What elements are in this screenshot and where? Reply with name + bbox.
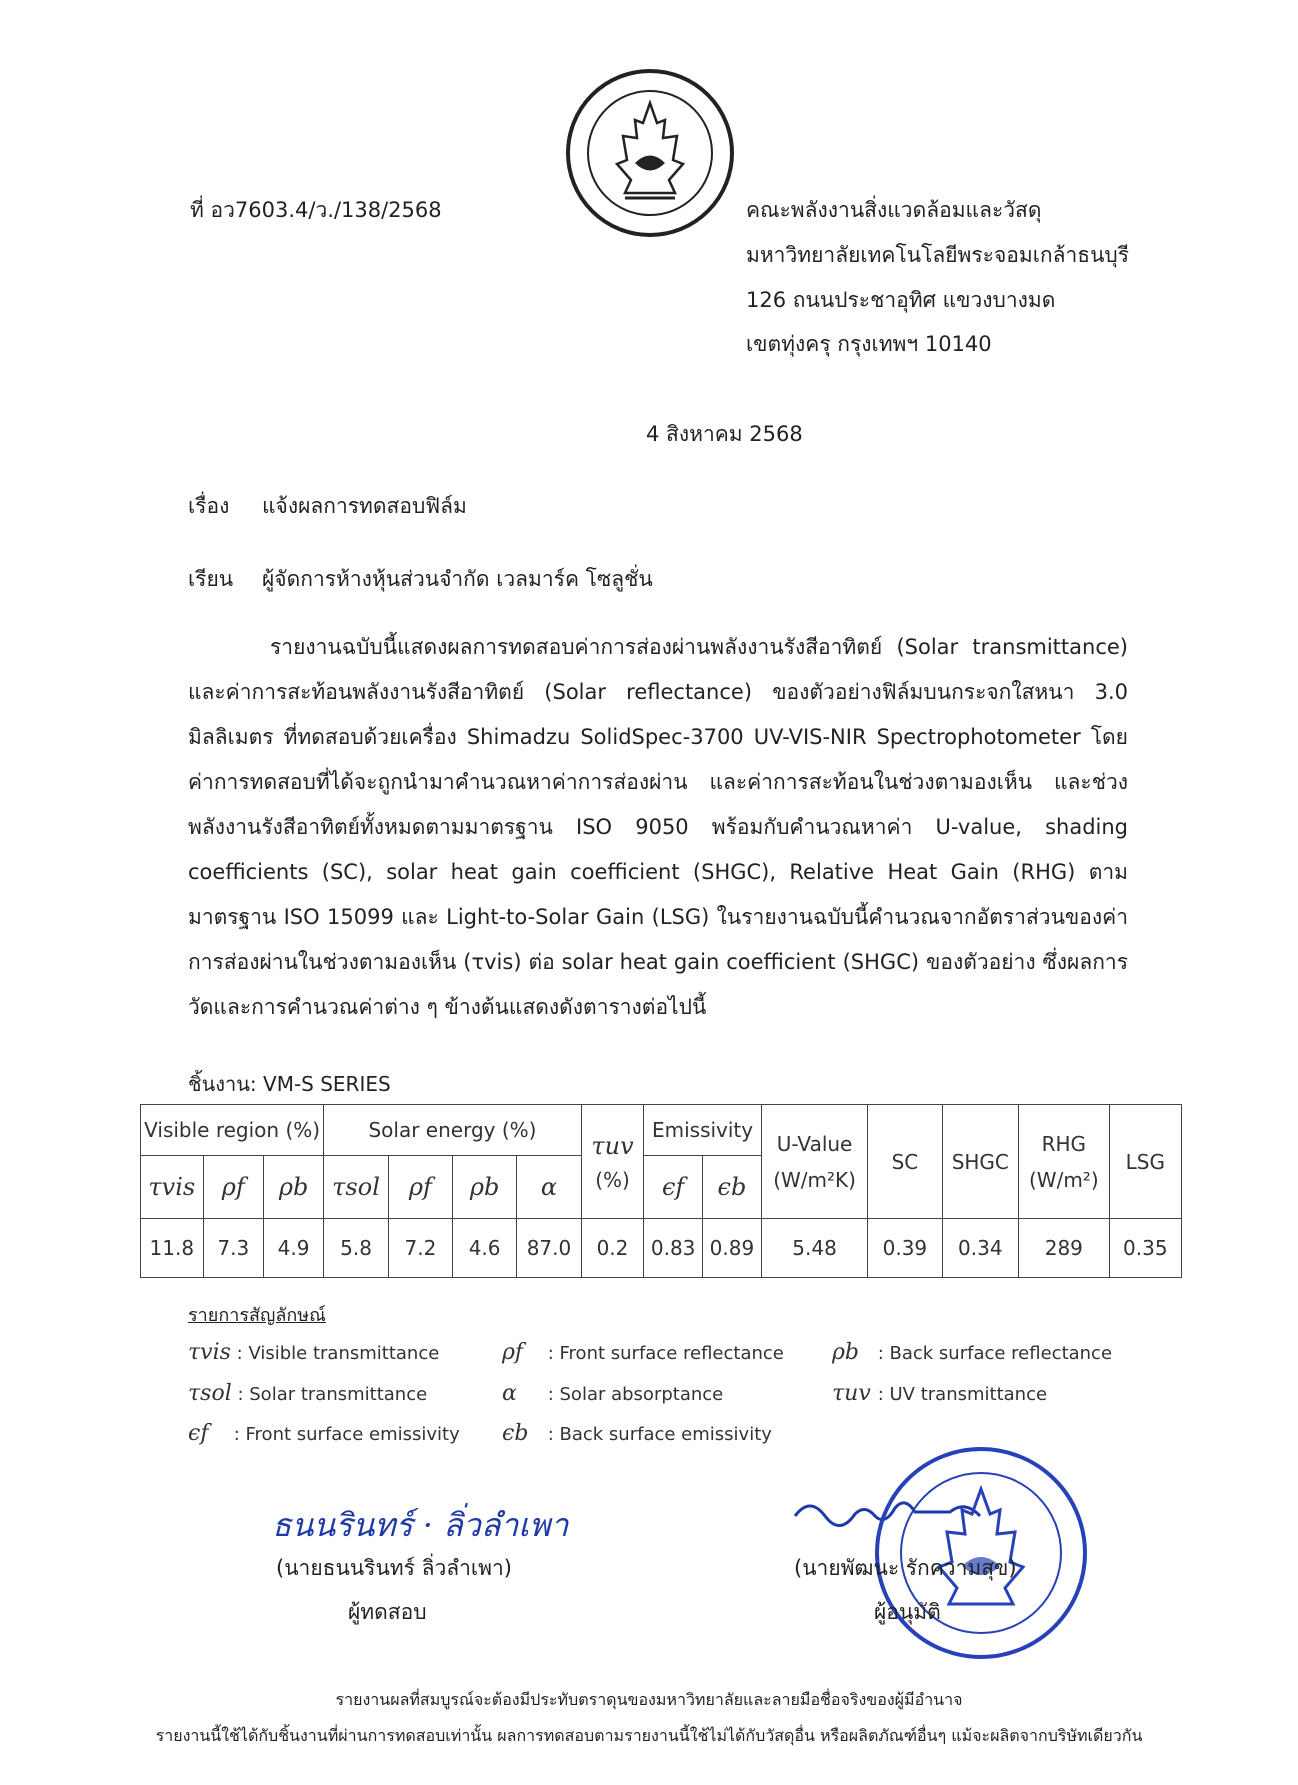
header-uvalue: [761, 1105, 867, 1219]
legend-symbol: ϵb: [502, 1421, 529, 1446]
subheader-vis-rf: ρf: [203, 1156, 263, 1219]
value-lsg: 0.35: [1109, 1219, 1181, 1278]
legend-desc: : Solar absorptance: [542, 1384, 724, 1405]
value-tsol: 5.8: [324, 1219, 389, 1278]
approver-name: (นายพัฒนะ รักความสุข): [794, 1556, 1017, 1580]
value-sc: 0.39: [868, 1219, 942, 1278]
legend-desc: : Solar transmittance: [231, 1384, 428, 1405]
header-rhg-label: RHG: [1041, 1131, 1087, 1156]
legend-desc: : Front surface emissivity: [228, 1424, 460, 1445]
subject-label: เรื่อง: [188, 494, 230, 518]
subheader-tsol: τsol: [324, 1156, 389, 1219]
value-tuv: 0.2: [581, 1219, 644, 1278]
tester-role: ผู้ทดสอบ: [348, 1600, 427, 1624]
approver-role: ผู้อนุมัติ: [874, 1600, 941, 1624]
legend-symbol: ρb: [832, 1340, 860, 1365]
legend-symbol: α: [502, 1381, 517, 1406]
subheader-eb: ϵb: [703, 1156, 762, 1219]
legend-item: [188, 1421, 460, 1446]
sender-line-4: เขตทุ่งครุ กรุงเทพฯ 10140: [746, 332, 992, 356]
header-rhg-unit: (W/m²): [1029, 1167, 1099, 1192]
value-eb: 0.89: [703, 1219, 762, 1278]
university-seal-top: [565, 68, 735, 238]
tester-signature: ธนนรินทร์ · ลิ่วลำเพา: [272, 1506, 569, 1544]
value-tvis: 11.8: [141, 1219, 204, 1278]
header-tuv-unit: (%): [595, 1167, 630, 1192]
header-tuv-symbol: τuv: [591, 1131, 634, 1160]
header-solar-energy: Solar energy (%): [324, 1105, 582, 1156]
legend-item: [502, 1381, 723, 1406]
body-paragraph: รายงานฉบับนี้แสดงผลการทดสอบค่าการส่องผ่านพลังงานรังสีอาทิตย์ (Solar transmittance) และค่าการสะท้อนพลังงานรังสีอาทิตย์ (Solar reflectance) ของตัวอย่างฟิล์มบนกระจกใสหนา 3.0 มิลลิเมตร ที่ทดสอบด้วยเครื่อง Shimadzu SolidSpec-3700 UV-VIS-NIR Spectrophotometer โดยค่าการทดสอบที่ได้จะถูกนำมาคำนวณหาค่าการส่องผ่าน และค่าการสะท้อนในช่วงตามองเห็น และช่วงพลังงานรังสีอาทิตย์ทั้งหมดตามมาตรฐาน ISO 9050 พร้อมกับคำนวณหาค่า U-value, shading coefficients (SC), solar heat gain coefficient (SHGC), Relative Heat Gain (RHG) ตามมาตรฐาน ISO 15099 และ Light-to-Solar Gain (LSG) ในรายงานฉบับนี้คำนวณจากอัตราส่วนของค่าการส่องผ่านในช่วงตามองเห็น (τvis) ต่อ solar heat gain coefficient (SHGC) ของตัวอย่าง ซึ่งผลการวัดและการคำนวณค่าต่าง ๆ ข้างต้นแสดงดังตารางต่อไปนี้: [188, 635, 1128, 1019]
legend-item: [502, 1340, 784, 1365]
subheader-ef: ϵf: [644, 1156, 703, 1219]
header-shgc: SHGC: [942, 1105, 1019, 1219]
legend-item: [188, 1381, 427, 1406]
header-sc: SC: [868, 1105, 942, 1219]
legend-title: รายการสัญลักษณ์: [188, 1305, 326, 1326]
legend-desc: : Back surface emissivity: [542, 1424, 772, 1445]
value-sol-rb: 4.6: [453, 1219, 517, 1278]
subheader-tvis: τvis: [141, 1156, 204, 1219]
subject-value: แจ้งผลการทดสอบฟิล์ม: [262, 494, 467, 518]
value-ef: 0.83: [644, 1219, 703, 1278]
value-rhg: 289: [1019, 1219, 1110, 1278]
letter-date: 4 สิงหาคม 2568: [646, 422, 803, 446]
header-emissivity: Emissivity: [644, 1105, 762, 1156]
results-table: [140, 1104, 1182, 1278]
value-alpha: 87.0: [517, 1219, 582, 1278]
header-visible-region: Visible region (%): [141, 1105, 324, 1156]
subheader-sol-rf: ρf: [388, 1156, 452, 1219]
subheader-vis-rb: ρb: [263, 1156, 323, 1219]
sender-line-1: คณะพลังงานสิ่งแวดล้อมและวัสดุ: [746, 198, 1042, 222]
header-tuv: [581, 1105, 644, 1219]
legend-desc: : UV transmittance: [872, 1384, 1048, 1405]
value-sol-rf: 7.2: [388, 1219, 452, 1278]
footer-line-1: รายงานผลที่สมบูรณ์จะต้องมีประทับตราดุนของมหาวิทยาลัยและลายมือชื่อจริงของผู้มีอำนาจ: [335, 1690, 963, 1709]
legend-item: [832, 1340, 1112, 1365]
value-uvalue: 5.48: [761, 1219, 867, 1278]
legend-symbol: τvis: [188, 1340, 231, 1365]
sender-line-2: มหาวิทยาลัยเทคโนโลยีพระจอมเกล้าธนบุรี: [746, 243, 1130, 267]
legend-symbol: τuv: [832, 1381, 871, 1406]
legend-item: [832, 1381, 1047, 1406]
legend-symbol: ρf: [502, 1340, 524, 1365]
value-shgc: 0.34: [942, 1219, 1019, 1278]
legend-desc: : Back surface reflectance: [872, 1343, 1113, 1364]
header-lsg: LSG: [1109, 1105, 1181, 1219]
reference-number: ที่ อว7603.4/ว./138/2568: [190, 198, 442, 222]
legend-symbol: τsol: [188, 1381, 232, 1406]
seal-emblem-icon: [565, 68, 735, 238]
subheader-sol-rb: ρb: [453, 1156, 517, 1219]
legend-desc: : Visible transmittance: [230, 1343, 440, 1364]
sample-label: ชิ้นงาน: VM-S SERIES: [188, 1072, 391, 1096]
header-uvalue-label: U-Value: [776, 1131, 853, 1156]
tester-name: (นายธนนรินทร์ ลิ่วลำเพา): [276, 1556, 512, 1580]
legend-item: [502, 1421, 772, 1446]
recipient-value: ผู้จัดการห้างหุ้นส่วนจำกัด เวลมาร์ค โซลูชั่น: [262, 567, 653, 591]
subheader-alpha: α: [517, 1156, 582, 1219]
sender-line-3: 126 ถนนประชาอุทิศ แขวงบางมด: [746, 288, 1056, 312]
legend-item: [188, 1340, 439, 1365]
legend-symbol: ϵf: [188, 1421, 209, 1446]
header-uvalue-unit: (W/m²K): [773, 1167, 856, 1192]
value-vis-rb: 4.9: [263, 1219, 323, 1278]
header-rhg: [1019, 1105, 1110, 1219]
value-vis-rf: 7.3: [203, 1219, 263, 1278]
recipient-label: เรียน: [188, 567, 234, 591]
footer-line-2: รายงานนี้ใช้ได้กับชิ้นงานที่ผ่านการทดสอบเท่านั้น ผลการทดสอบตามรายงานนี้ใช้ไม่ได้กับวัสดุอื่น หรือผลิตภัณฑ์อื่นๆ แม้จะผลิตจากบริษัทเดียวกัน: [155, 1726, 1143, 1745]
legend-desc: : Front surface reflectance: [542, 1343, 784, 1364]
